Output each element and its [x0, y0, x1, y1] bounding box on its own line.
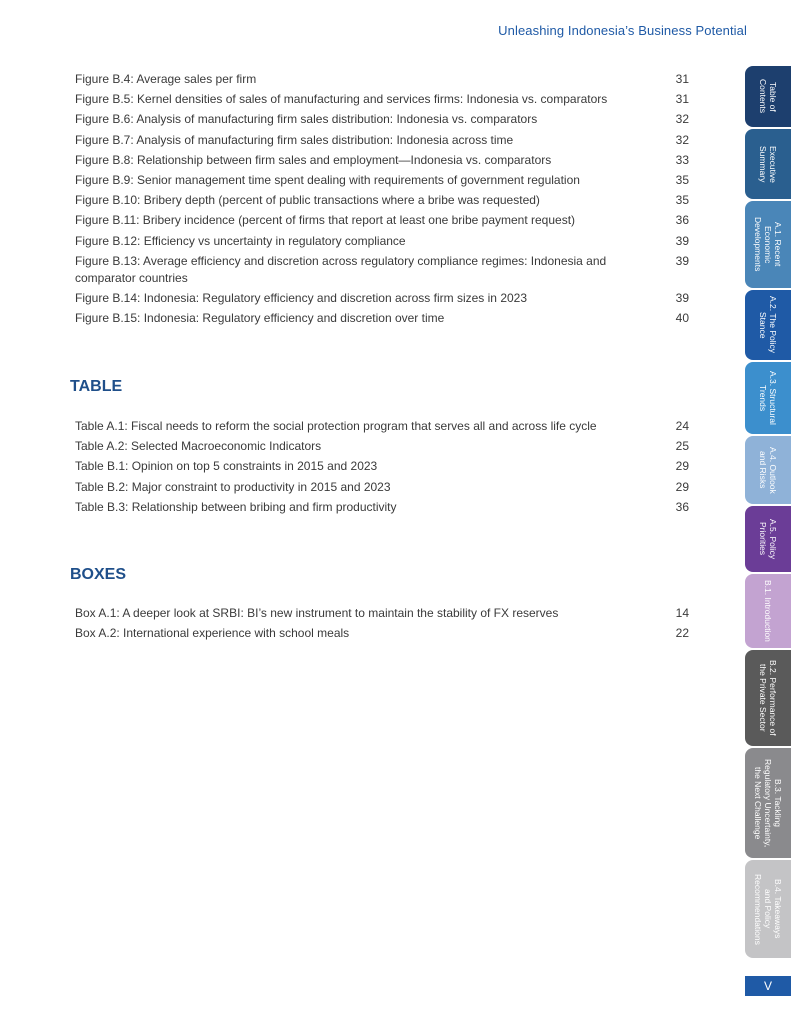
toc-entry-table-a1[interactable]: [75, 418, 689, 435]
tab-label: B.3. Tackling Regulatory Uncertainty, the Next Challenge: [753, 758, 783, 848]
toc-entry-label: Figure B.14: Indonesia: Regulatory efficiency and discretion across firm sizes in 2023: [75, 290, 528, 305]
toc-entry-table-b2[interactable]: [75, 479, 689, 496]
tab-label: A.1. Recent Economic Developments: [753, 217, 783, 272]
tab-label: A.4. Outlook and Risks: [758, 446, 778, 494]
toc-entry-figure-b8[interactable]: [75, 152, 689, 169]
toc-entry-figure-b7[interactable]: [75, 132, 689, 149]
toc-entry-label: Figure B.10: Bribery depth (percent of public transactions where a bribe was requested): [75, 193, 540, 208]
page-number: V: [745, 976, 791, 996]
boxes-section-heading: BOXES: [70, 566, 127, 583]
toc-entry-label: Figure B.11: Bribery incidence (percent of firms that report at least one bribe payment request): [75, 213, 576, 228]
toc-entry-page: 32: [675, 132, 689, 147]
tab-table-of-contents[interactable]: [745, 66, 791, 127]
toc-entry-label: Table A.1: Fiscal needs to reform the social protection program that serves all and across life cycle: [75, 419, 597, 433]
toc-entry-page: 25: [675, 439, 689, 454]
toc-entry-figure-b15[interactable]: [75, 310, 689, 327]
toc-entry-figure-b5[interactable]: [75, 91, 689, 108]
toc-entry-page: 36: [675, 499, 689, 514]
tab-label: B.4. Takeaways and Policy Recommendations: [753, 873, 783, 945]
table-section-heading: TABLE: [70, 378, 123, 395]
toc-entry-page: 35: [675, 172, 689, 187]
tab-b4-takeaways-policy-recommendations[interactable]: [745, 860, 791, 958]
toc-entry-label: Figure B.13: Average efficiency and discretion across regulatory compliance regimes: Indonesia and comparator countries: [75, 253, 607, 285]
toc-entry-page: 39: [675, 253, 689, 268]
tab-b1-introduction[interactable]: [745, 574, 791, 648]
toc-entry-figure-b14[interactable]: [75, 290, 689, 307]
toc-entry-box-a2[interactable]: [75, 625, 689, 642]
toc-entry-label: Table B.2: Major constraint to productivity in 2015 and 2023: [75, 479, 391, 494]
toc-entry-figure-b4[interactable]: [75, 71, 689, 88]
toc-entry-page: 22: [675, 626, 689, 641]
tab-label: A.5. Policy Priorities: [758, 518, 778, 560]
toc-entry-page: 32: [675, 112, 689, 127]
toc-entry-page: 14: [675, 606, 689, 620]
toc-entry-label: Figure B.15: Indonesia: Regulatory efficiency and discretion over time: [75, 311, 445, 326]
toc-entry-label: Figure B.7: Analysis of manufacturing firm sales distribution: Indonesia across time: [75, 132, 514, 147]
toc-entry-label: Figure B.5: Kernel densities of sales of manufacturing and services firms: Indonesia vs. comparators: [75, 92, 608, 107]
figure-list: [75, 71, 689, 330]
tab-label: A.3. Structural Trends: [758, 371, 778, 425]
toc-entry-label: Table A.2: Selected Macroeconomic Indicators: [75, 439, 322, 454]
tab-b3-tackling-regulatory-uncertainty[interactable]: [745, 748, 791, 858]
tab-executive-summary[interactable]: [745, 129, 791, 199]
tab-label: A.2. The Policy Stance: [758, 296, 778, 354]
tab-b2-performance-private-sector[interactable]: [745, 650, 791, 746]
tab-a3-structural-trends[interactable]: [745, 362, 791, 434]
toc-entry-page: 24: [675, 419, 689, 433]
toc-entry-label: Box A.1: A deeper look at SRBI: BI’s new instrument to maintain the stability of FX reserves: [75, 606, 559, 620]
toc-entry-page: 31: [675, 92, 689, 107]
tab-a4-outlook-and-risks[interactable]: [745, 436, 791, 504]
toc-entry-label: Figure B.12: Efficiency vs uncertainty in regulatory compliance: [75, 233, 406, 248]
toc-entry-label: Table B.3: Relationship between bribing and firm productivity: [75, 499, 397, 514]
boxes-list: [75, 605, 689, 645]
tab-label: B.1. Introduction: [763, 580, 773, 642]
toc-entry-label: Figure B.8: Relationship between firm sales and employment—Indonesia vs. comparators: [75, 152, 552, 167]
toc-entry-figure-b9[interactable]: [75, 172, 689, 189]
toc-entry-figure-b6[interactable]: [75, 111, 689, 128]
toc-entry-page: 29: [675, 459, 689, 474]
tab-label: Executive Summary: [758, 145, 778, 183]
toc-entry-table-b3[interactable]: [75, 499, 689, 516]
toc-entry-page: 40: [675, 311, 689, 326]
toc-entry-page: 29: [675, 479, 689, 494]
toc-entry-page: 31: [675, 72, 689, 86]
tab-label: Table of Contents: [758, 79, 778, 114]
toc-entry-page: 39: [675, 233, 689, 248]
toc-entry-figure-b10[interactable]: [75, 192, 689, 209]
tab-a5-policy-priorities[interactable]: [745, 506, 791, 572]
tab-a2-policy-stance[interactable]: [745, 290, 791, 360]
toc-entry-label: Box A.2: International experience with school meals: [75, 626, 350, 641]
tab-a1-recent-economic-developments[interactable]: [745, 201, 791, 288]
tab-label: B.2. Performance of the Private Sector: [758, 660, 778, 736]
toc-entry-figure-b12[interactable]: [75, 233, 689, 250]
toc-entry-figure-b13[interactable]: [75, 253, 689, 287]
toc-entry-label: Figure B.4: Average sales per firm: [75, 72, 257, 86]
toc-entry-page: 35: [675, 193, 689, 208]
toc-entry-page: 36: [675, 213, 689, 228]
toc-entry-page: 33: [675, 152, 689, 167]
toc-entry-box-a1[interactable]: [75, 605, 689, 622]
toc-entry-figure-b11[interactable]: [75, 212, 689, 229]
table-list: [75, 418, 689, 519]
toc-entry-page: 39: [675, 290, 689, 305]
toc-entry-table-a2[interactable]: [75, 438, 689, 455]
toc-entry-label: Figure B.6: Analysis of manufacturing firm sales distribution: Indonesia vs. comparators: [75, 112, 538, 127]
running-header: Unleashing Indonesia’s Business Potential: [498, 23, 747, 38]
toc-entry-label: Figure B.9: Senior management time spent dealing with requirements of government regulation: [75, 172, 580, 187]
toc-entry-label: Table B.1: Opinion on top 5 constraints in 2015 and 2023: [75, 459, 378, 474]
toc-entry-table-b1[interactable]: [75, 458, 689, 475]
